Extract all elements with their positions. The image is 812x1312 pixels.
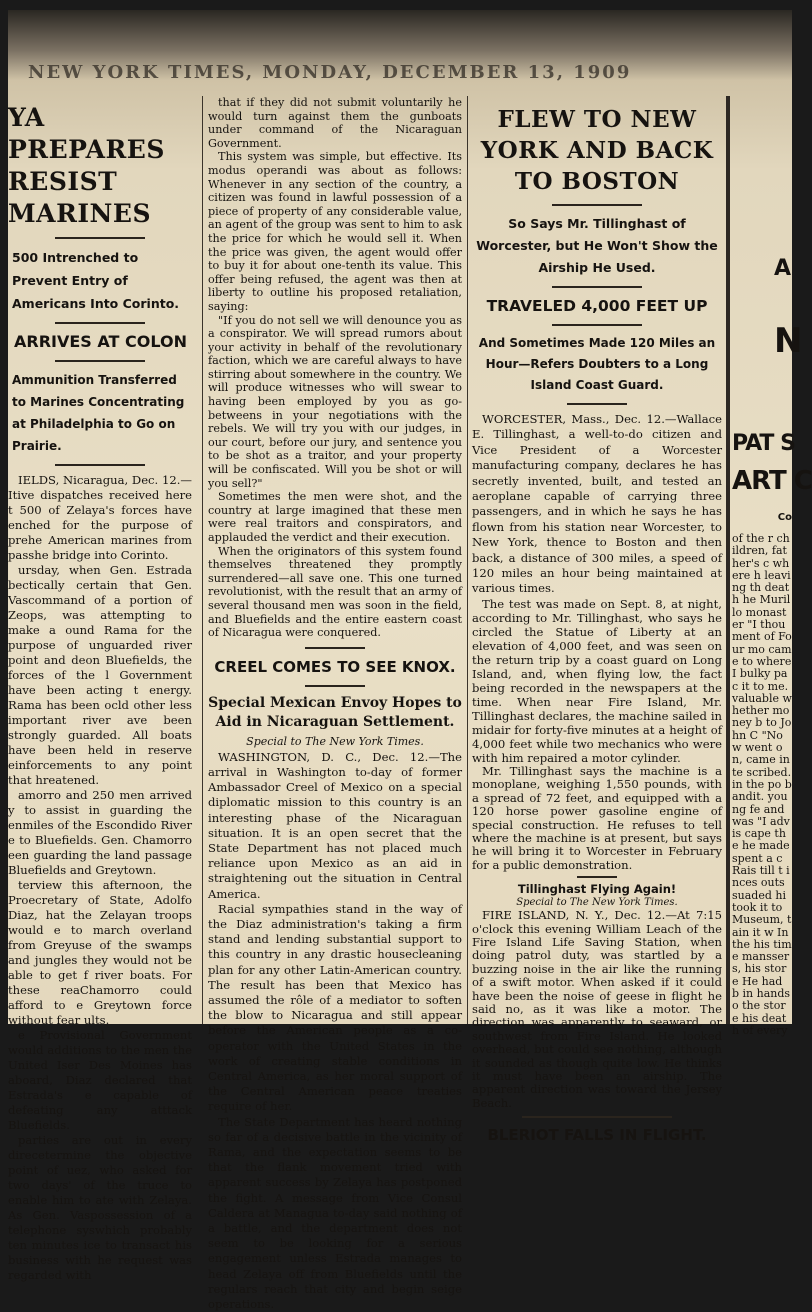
col2-headline: CREEL COMES TO SEE KNOX. (214, 657, 456, 676)
column-rule (202, 96, 203, 1024)
column-4 (732, 96, 812, 1037)
col3-banner: TRAVELED 4,000 FEET UP (486, 297, 708, 315)
col2-body-top (208, 96, 462, 640)
column-1 (8, 96, 192, 1282)
col1-deck2: Ammunition Transferred to Marines Concentrating at Philadelphia to Go on Prairie. (12, 373, 185, 453)
column-3 (472, 96, 722, 1145)
col3-deck1: So Says Mr. Tillinghast of Worcester, but He Won't Show the Airship He Used. (476, 216, 718, 275)
col4-small: Co (777, 512, 792, 523)
rule (55, 464, 145, 466)
rule (305, 647, 365, 649)
col4-headline-bottom: ART C (732, 466, 812, 496)
paragraph: When the originators of this system found themselves threatened they promptly surrendered—all save one. This one turned revolutionist, with the result that an army of several thousand men was soon in the field, and Bluefields and the entire eastern coast of Nicaragua were conquered. (208, 544, 462, 640)
paragraph: amorro and 250 men arrived y to assist in guarding the enmiles of the Escondido River e to Bluefields. Gen. Chamorro een guarding the land passage Bluefields and Greytown. (8, 788, 192, 877)
rule (552, 286, 642, 288)
paragraph: that if they did not submit voluntarily he would turn against them the gunboats under command of the Nicaraguan Government. (208, 96, 462, 150)
paragraph: WASHINGTON, D. C., Dec. 12.—The arrival in Washington to-day of former Ambassador Creel of Mexico on a special diplomatic mission to this country is an interesting phase of the Nicaraguan situation. It is an open secret that the State Department has not placed much reliance upon Mexico as an aid in straightening out the situation in Central America. (208, 749, 462, 901)
col2-body (208, 750, 462, 1312)
paragraph: The test was made on Sept. 8, at night, according to Mr. Tillinghast, who says he circled the Statue of Liberty at an elevation of 4,000 feet, and was seen on the return trip by a coast guard on Long Island, and, when flying low, the fact being recorded in the newspapers at the time. When near Fire Island, Mr. Tillinghast declares, the machine sailed in midair for forty-five minutes at a height of 4,000 feet while two mechanics who were with him repaired a motor cylinder. (472, 596, 722, 765)
rule (55, 360, 145, 362)
col3-byline: Special to The New York Times. (516, 897, 678, 909)
col1-deck1: 500 Intrenched to Prevent Entry of Americans Into Corinto. (12, 250, 180, 311)
paragraph: FIRE ISLAND, N. Y., Dec. 12.—At 7:15 o'clock this evening William Leach of the Fire Island Life Saving Station, when doing patrol duty, was startled by a buzzing noise in the air like the running of a swift motor. When asked if it could have been the noise of geese in flight he said no, as it was like a motor. The direction was apparently to seaward, or southwest from Fire Island. He looked overhead, but could see nothing, although it sounded as though quite low. He thinks it must have been an airship. The apparent direction was toward the Jersey Beach. (472, 908, 722, 1110)
paragraph: The State Department has heard nothing so far of a decisive battle in the vicinity of Rama, and the expectation seems to be that the flank movement tried with apparent success by Zelaya has postponed the fight. A message from Vice Consul Caldera at Managua to-day said nothing of a battle, and the department does not seem to be looking for a serious engagement unless Estrada manages to head Zelaya off from Bluefields until the regulars reach that city and begin seige operations. (208, 1114, 462, 1312)
newspaper-page (8, 10, 812, 1312)
col4-letter-a: A (774, 256, 792, 281)
col1-body (8, 473, 192, 1283)
rule (552, 204, 642, 206)
rule (55, 322, 145, 324)
rule (577, 876, 617, 878)
col1-headline: YA PREPARES RESIST MARINES (8, 103, 165, 228)
paragraph: "If you do not sell we will denounce you as a conspirator. We will spread rumors about your activity in behalf of the revolutionary faction, which we are careful always to have stirring about somewhere in the country. We will produce witnesses who will swear to having been employed by you as go-betweens in your negotiations with the rebels. We will try you with our judges, in our court, before our jury, and sentence you to be shot as a traitor, and your property will be confiscated. Will you be shot or will you sell?" (208, 313, 462, 490)
page-fold (726, 96, 730, 1024)
col4-body: of the r children, father's c where h leaving th death he Murillo monaster "I thou ment of Four mo came to where I bulky pac it to me. valuable whether money b to John C "Now went on, came inte scribed. in the po bandit. young fe and was "I advis cape the he made spent a c Rais till t inces outs suaded hi took it to Museum, tain it w In the his time manssers, his store He had b in handso the store his death of every (732, 532, 792, 1037)
col4-headline-top: PAT S (732, 431, 795, 456)
col3-bottom-headline: BLERIOT FALLS IN FLIGHT. (487, 1126, 707, 1145)
column-rule (467, 96, 468, 1024)
paragraph: terview this afternoon, the Proecretary of State, Adolfo Diaz, hat the Zelayan troops would e to march overland from Greyuse of the swamps and jungles they would not be able to get f river boats. For these reaChamorro could afford to e Greytown force without fear ults. (8, 878, 192, 1027)
rule (552, 324, 642, 326)
masthead: NEW YORK TIMES, MONDAY, DECEMBER 13, 1909 (28, 62, 632, 83)
column-2 (208, 96, 462, 1312)
rule (567, 403, 627, 405)
col3-deck2: And Sometimes Made 120 Miles an Hour—Refers Doubters to a Long Island Coast Guard. (478, 336, 716, 392)
col1-banner: ARRIVES AT COLON (14, 332, 187, 351)
paragraph: Sometimes the men were shot, and the country at large imagined that these men were real traitors and conspirators, and applauded the verdict and their execution. (208, 490, 462, 544)
paragraph: ursday, when Gen. Estrada bectically certain that Gen. Vascommand of a portion of Zeops, was attempting to make a ound Rama for the purpose of unguarded river point and deon Bluefields, the forces of the l Government have been acting t energy. Rama has been ocld other less important river ave been strongly guarded. All boats have been held in reserve einforcements to any point that hreatened. (8, 563, 192, 787)
col2-byline: Special to The New York Times. (246, 734, 424, 748)
paragraph: parties are out in every direcetermine the objective point of uez, who asked for two days' of the truce to enable him to ate with Zelaya. As Gen. Vaspossession of a telephone syswhich probably ten minutes ice to transact his business with he request was regarded with (8, 1133, 192, 1282)
paragraph: e Provisional Government would additions to the men the United Iser Des Moines has aboard, Diaz declared that Estrada's e capable of defeating any atttack Bluefields. (8, 1028, 192, 1132)
col3-body2 (472, 909, 722, 1110)
col2-subhead: Special Mexican Envoy Hopes to Aid in Nicaraguan Settlement. (208, 694, 462, 730)
col4-letter-n: N (774, 321, 803, 361)
rule (522, 1116, 672, 1118)
paragraph: This system was simple, but effective. Its modus operandi was about as follows: Whenever in any section of the country, a citizen was found in lawful possession of a piece of property of any considerable value, an agent of the group was sent to him to ask the price for which he would sell it. When the price was given, the agent would offer to buy it for about one-tenth its value. This offer being refused, the agent was then at liberty to outline his proposed retaliation, saying: (208, 150, 462, 313)
paragraph: IELDS, Nicaragua, Dec. 12.—Itive dispatches received here t 500 of Zelaya's forces have enched for the purpose of prehe American marines from passhe bridge into Corinto. (8, 473, 192, 562)
col3-headline: FLEW TO NEW YORK AND BACK TO BOSTON (480, 106, 714, 195)
col3-sub-headline: Tillinghast Flying Again! (517, 882, 677, 897)
rule (305, 685, 365, 687)
rule (55, 237, 145, 239)
paragraph: Racial sympathies stand in the way of the Diaz administration's taking a firm stand and lending substantial support to this country in any drastic housecleaning plan for any other Latin-American country. The result has been that Mexico has assumed the rôle of a mediator to soften the blow to Nicaragua and still appear before the American people as a co-operator with the United States in the work of creating stable conditions in Central America, as her moral support of the Central American peace treaties require of her. (208, 901, 462, 1114)
paragraph: Mr. Tillinghast says the machine is a monoplane, weighing 1,550 pounds, with a spread of 72 feet, and equipped with a 120 horse power gasoline engine of special construction. He refuses to tell where the machine is at present, but says he will bring it to Worcester in February for a public demonstration. (472, 763, 722, 872)
col3-body (472, 412, 722, 872)
paragraph: WORCESTER, Mass., Dec. 12.—Wallace E. Tillinghast, a well-to-do citizen and Vice President of a Worcester manufacturing company, declares he has secretly invented, built, and tested an aeroplane capable of carrying three passengers, and in which he says he has flown from his station near Worcester, to New York, thence to Boston and then back, a distance of 300 miles, a speed of 120 miles an hour being maintained at various times. (472, 412, 722, 596)
